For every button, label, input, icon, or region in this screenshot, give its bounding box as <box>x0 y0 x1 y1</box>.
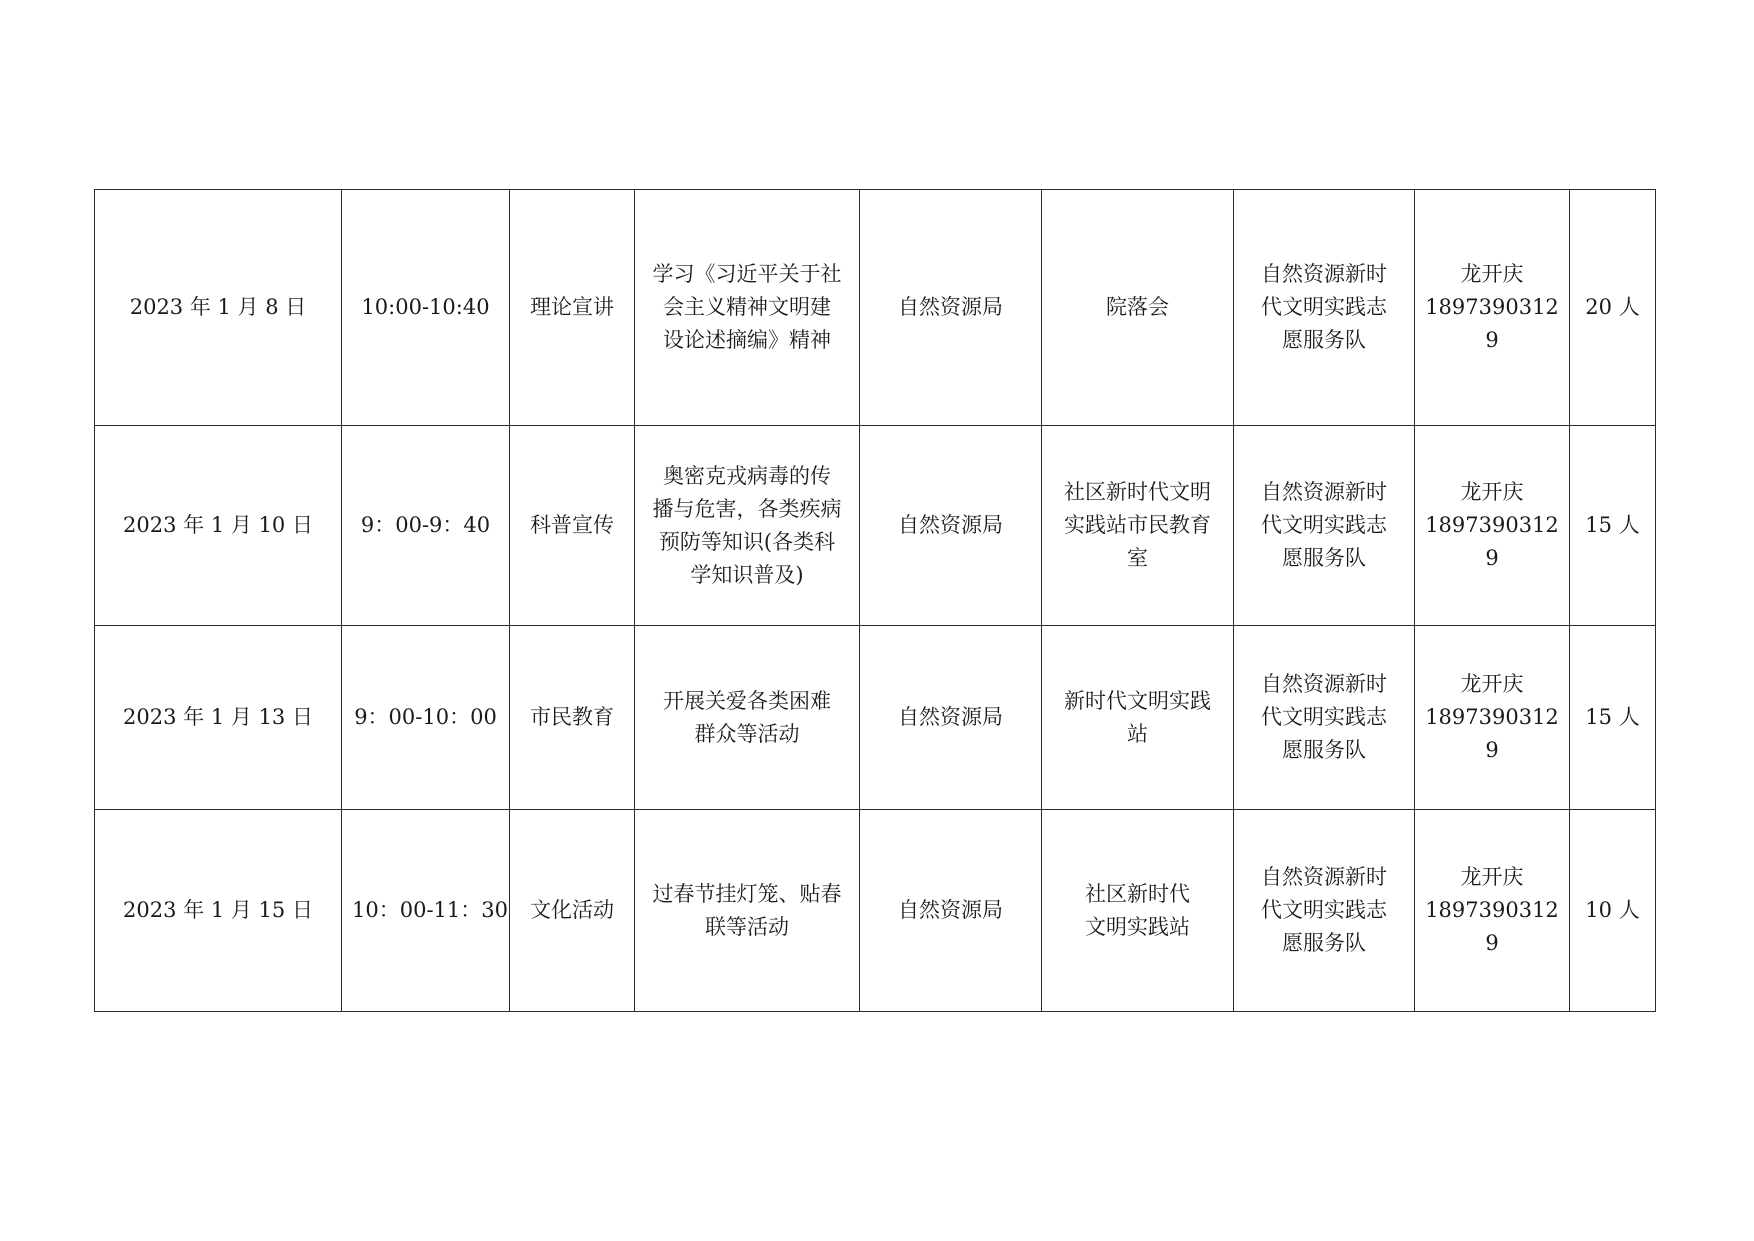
table-row <box>95 426 1656 626</box>
contact-phone: 18973903129 <box>1425 513 1559 570</box>
contact-phone: 18973903129 <box>1425 705 1559 762</box>
category-cell: 理论宣讲 <box>510 190 635 426</box>
location-cell: 院落会 <box>1042 190 1234 426</box>
count-cell: 15 人 <box>1570 626 1656 810</box>
contact-cell <box>1415 810 1570 1012</box>
contact-name: 龙开庆 <box>1460 865 1524 889</box>
table-row <box>95 810 1656 1012</box>
count-cell: 20 人 <box>1570 190 1656 426</box>
time-cell: 10:00-10:40 <box>342 190 510 426</box>
count-cell: 15 人 <box>1570 426 1656 626</box>
date-cell: 2023 年 1 月 15 日 <box>95 810 342 1012</box>
document-page <box>94 189 1655 1012</box>
content-cell: 奥密克戎病毒的传 播与危害，各类疾病 预防等知识(各类科 学知识普及) <box>635 426 860 626</box>
location-cell: 社区新时代文明 实践站市民教育 室 <box>1042 426 1234 626</box>
organizer-cell: 自然资源局 <box>860 810 1042 1012</box>
table-body <box>95 190 1656 1012</box>
count-cell: 10 人 <box>1570 810 1656 1012</box>
date-cell: 2023 年 1 月 13 日 <box>95 626 342 810</box>
contact-phone: 18973903129 <box>1425 295 1559 352</box>
team-cell: 自然资源新时 代文明实践志 愿服务队 <box>1234 190 1415 426</box>
content-cell: 开展关爱各类困难 群众等活动 <box>635 626 860 810</box>
organizer-cell: 自然资源局 <box>860 426 1042 626</box>
contact-cell <box>1415 426 1570 626</box>
date-cell: 2023 年 1 月 10 日 <box>95 426 342 626</box>
location-cell: 社区新时代 文明实践站 <box>1042 810 1234 1012</box>
team-cell: 自然资源新时 代文明实践志 愿服务队 <box>1234 426 1415 626</box>
date-cell: 2023 年 1 月 8 日 <box>95 190 342 426</box>
table-row <box>95 190 1656 426</box>
location-cell: 新时代文明实践 站 <box>1042 626 1234 810</box>
contact-name: 龙开庆 <box>1460 262 1524 286</box>
contact-cell <box>1415 190 1570 426</box>
time-cell: 10：00-11：30 <box>342 810 510 1012</box>
organizer-cell: 自然资源局 <box>860 626 1042 810</box>
content-cell: 学习《习近平关于社 会主义精神文明建 设论述摘编》精神 <box>635 190 860 426</box>
table-row <box>95 626 1656 810</box>
organizer-cell: 自然资源局 <box>860 190 1042 426</box>
category-cell: 市民教育 <box>510 626 635 810</box>
activity-schedule-table <box>94 189 1656 1012</box>
content-cell: 过春节挂灯笼、贴春 联等活动 <box>635 810 860 1012</box>
time-cell: 9：00-9：40 <box>342 426 510 626</box>
time-cell: 9：00-10：00 <box>342 626 510 810</box>
category-cell: 文化活动 <box>510 810 635 1012</box>
category-cell: 科普宣传 <box>510 426 635 626</box>
contact-name: 龙开庆 <box>1460 480 1524 504</box>
team-cell: 自然资源新时 代文明实践志 愿服务队 <box>1234 626 1415 810</box>
team-cell: 自然资源新时 代文明实践志 愿服务队 <box>1234 810 1415 1012</box>
contact-cell <box>1415 626 1570 810</box>
contact-phone: 18973903129 <box>1425 898 1559 955</box>
contact-name: 龙开庆 <box>1460 672 1524 696</box>
